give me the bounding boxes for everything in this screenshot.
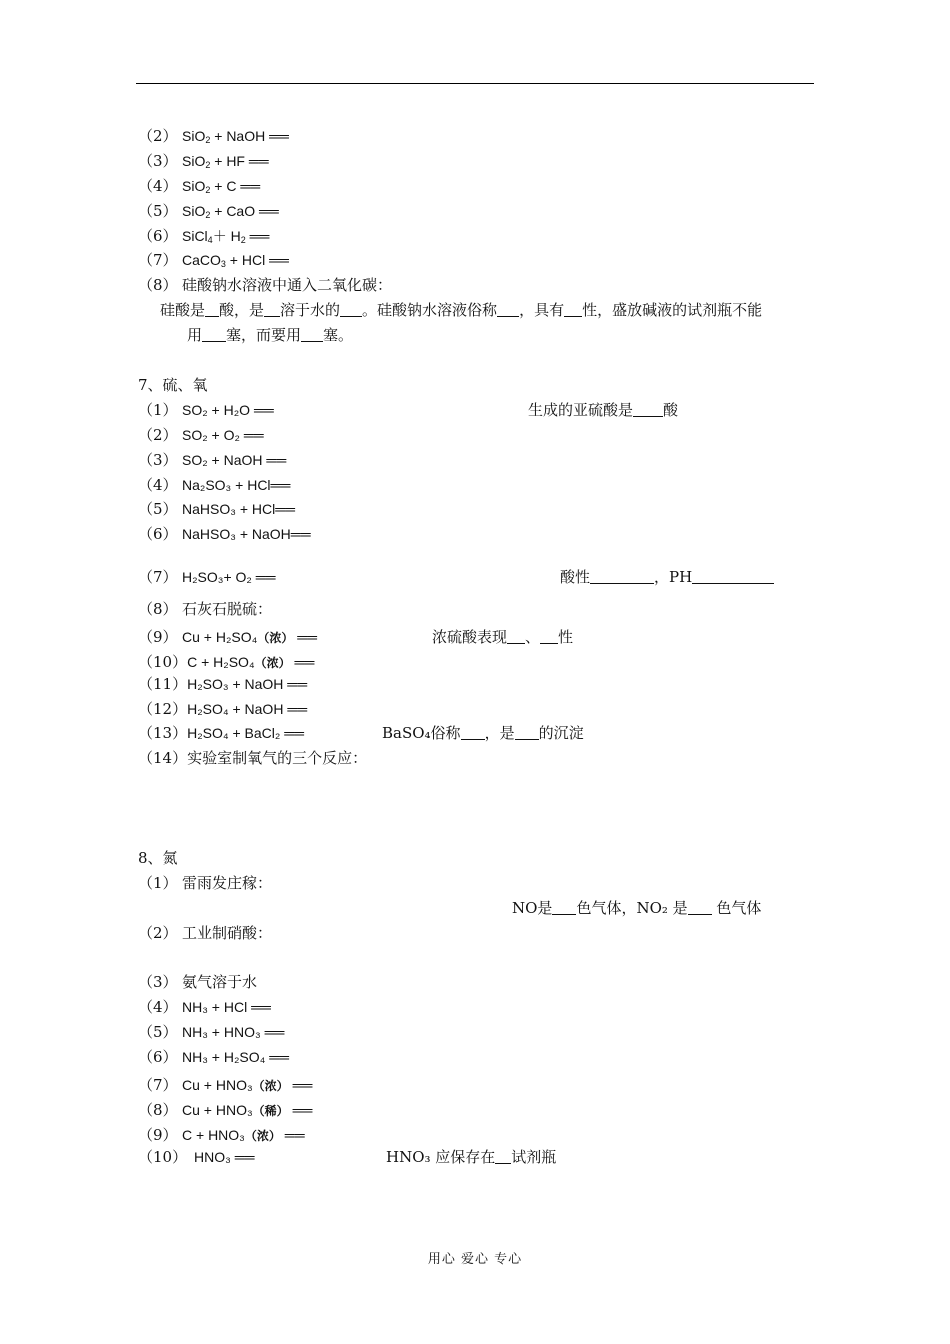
eq-line: （2） SO₂ + O₂ ══ bbox=[138, 426, 264, 444]
eq-line: （6） NH₃ + H₂SO₄ ══ bbox=[138, 1048, 290, 1066]
fill-blank[interactable] bbox=[507, 629, 525, 644]
fill-blank[interactable] bbox=[564, 302, 582, 317]
eq-line: （9） C + HNO₃（浓） ══ bbox=[138, 1126, 305, 1144]
fill-blank[interactable] bbox=[692, 569, 774, 584]
eq-line: （6） SiCl$_4$＋ $H_2$ ══ bbox=[138, 227, 270, 245]
fill-blank[interactable] bbox=[540, 629, 558, 644]
eq-line: （4） Na₂SO₃ + HCl══ bbox=[138, 476, 291, 494]
eq-line: （10）C + H₂SO₄（浓） ══ bbox=[138, 653, 315, 671]
eq-line: （4） SiO$_2$ + C ══ bbox=[138, 177, 261, 195]
side-note: 酸性 ，PH bbox=[560, 567, 774, 587]
eq-line: （14）实验室制氧气的三个反应： bbox=[138, 749, 368, 767]
eq-line: （12）H₂SO₄ + NaOH ══ bbox=[138, 700, 308, 718]
fill-blank[interactable] bbox=[461, 725, 485, 740]
side-note: BaSO₄俗称 ，是 的沉淀 bbox=[382, 724, 584, 742]
eq-line: （3） 氨气溶于水 bbox=[138, 973, 258, 991]
page-footer: 用心 爱心 专心 bbox=[427, 1252, 523, 1267]
eq-line: （4） NH₃ + HCl ══ bbox=[138, 998, 271, 1016]
eq-line: （8） 硅酸钠水溶液中通入二氧化碳： bbox=[138, 276, 393, 294]
side-note: HNO₃ 应保存在 试剂瓶 bbox=[386, 1148, 557, 1166]
eq-line: （3） SO₂ + NaOH ══ bbox=[138, 451, 287, 469]
eq-line: （2） SiO$_2$ + NaOH ══ bbox=[138, 127, 289, 145]
side-note: NO是 色气体，NO₂ 是 色气体 bbox=[512, 899, 762, 917]
eq-line: （7） CaCO$_3$ + HCl ══ bbox=[138, 251, 289, 269]
eq-line: （10） HNO₃ ══ bbox=[138, 1148, 255, 1166]
side-note: 生成的亚硫酸是 酸 bbox=[528, 401, 679, 419]
eq-line: （2） 工业制硝酸： bbox=[138, 924, 273, 942]
section-heading: 8、氮 bbox=[138, 849, 178, 867]
eq-line: （13）H₂SO₄ + BaCl₂ ══ bbox=[138, 724, 305, 742]
fill-blank[interactable] bbox=[688, 900, 712, 915]
fill-blank[interactable] bbox=[552, 900, 576, 915]
side-note: 浓硫酸表现 、 性 bbox=[432, 628, 574, 646]
fill-blank[interactable] bbox=[495, 1149, 511, 1164]
fill-blank[interactable] bbox=[205, 302, 219, 317]
eq-line: （8） Cu + HNO₃（稀） ══ bbox=[138, 1101, 313, 1119]
fill-paragraph-line: 硅酸是 酸，是 溶于水的 。硅酸钠水溶液俗称 ，具有 性，盛放碱液的试剂瓶不能 bbox=[160, 301, 763, 319]
header-rule bbox=[136, 83, 814, 84]
fill-blank[interactable] bbox=[340, 302, 362, 317]
eq-line: （1） SO₂ + H₂O ══ bbox=[138, 401, 274, 419]
eq-line: （1） 雷雨发庄稼： bbox=[138, 874, 273, 892]
section-heading: 7、硫、氧 bbox=[138, 376, 208, 394]
eq-line: （5） NaHSO₃ + HCl══ bbox=[138, 500, 296, 518]
eq-line: （5） SiO$_2$ + CaO ══ bbox=[138, 202, 279, 220]
eq-line: （7） H₂SO₃+ O₂ ══ bbox=[138, 568, 276, 586]
eq-line: （8） 石灰石脱硫： bbox=[138, 600, 273, 618]
fill-blank[interactable] bbox=[590, 569, 654, 584]
eq-line: （9） Cu + H₂SO₄（浓） ══ bbox=[138, 628, 318, 646]
eq-line: （11）H₂SO₃ + NaOH ══ bbox=[138, 675, 308, 693]
fill-paragraph-line: 用 塞，而要用 塞。 bbox=[187, 326, 354, 344]
fill-blank[interactable] bbox=[301, 327, 323, 342]
fill-blank[interactable] bbox=[633, 402, 663, 417]
fill-blank[interactable] bbox=[497, 302, 519, 317]
eq-line: （6） NaHSO₃ + NaOH══ bbox=[138, 525, 311, 543]
eq-line: （5） NH₃ + HNO₃ ══ bbox=[138, 1023, 285, 1041]
eq-line: （7） Cu + HNO₃（浓） ══ bbox=[138, 1076, 313, 1094]
fill-blank[interactable] bbox=[515, 725, 539, 740]
fill-blank[interactable] bbox=[264, 302, 280, 317]
eq-line: （3） SiO$_2$ + HF ══ bbox=[138, 152, 269, 170]
fill-blank[interactable] bbox=[202, 327, 226, 342]
